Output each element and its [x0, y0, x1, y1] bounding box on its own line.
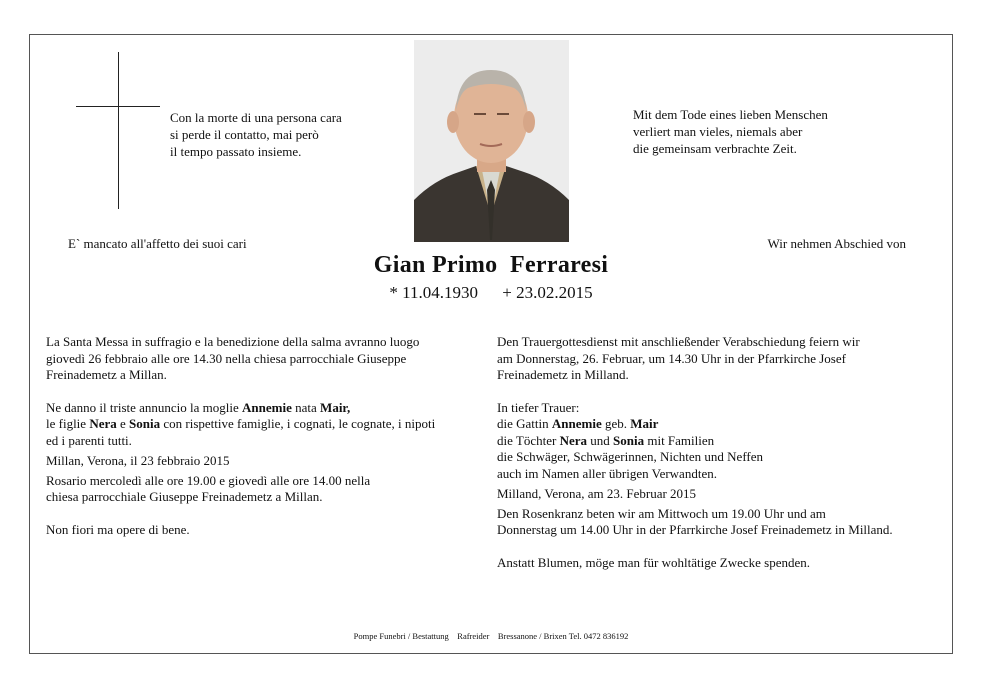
italian-column — [46, 334, 476, 538]
death-date: + 23.02.2015 — [502, 283, 593, 302]
announcement: Ne danno il triste annuncio la moglie Annemie nata Mair, le figlie Nera e Sonia con rispettive famiglie, i cognati, le cognate, i nipoti ed i parenti tutti. — [46, 399, 436, 448]
portrait-photo — [414, 40, 569, 242]
rosary-info: Rosario mercoledì alle ore 19.00 e giovedì alle ore 14.00 nella chiesa parrocchiale Giuseppe Freinademetz a Millan. — [46, 472, 371, 504]
quote-italian: Con la morte di una persona cara si perde il contatto, mai però il tempo passato insieme. — [170, 110, 342, 159]
quote-german: Mit dem Tode eines lieben Menschen verliert man vieles, niemals aber die gemeinsam verbrachte Zeit. — [633, 107, 828, 156]
german-column — [497, 334, 937, 571]
birth-date: * 11.04.1930 — [389, 283, 479, 302]
mourners: In tiefer Trauer: die Gattin Annemie geb. Mair die Töchter Nera und Sonia mit Familien die Schwäger, Schwägerinnen, Nichten und Neffen auch im Namen aller übrigen Verwandten. — [497, 399, 764, 481]
rosary-info: Den Rosenkranz beten wir am Mittwoch um 19.00 Uhr und am Donnerstag um 14.00 Uhr in der Pfarrkirche Josef Freinademetz in Milland. — [497, 505, 893, 537]
place-date: Milland, Verona, am 23. Februar 2015 — [497, 486, 697, 501]
intro-italian: E` mancato all'affetto dei suoi cari — [68, 236, 247, 251]
place-date: Millan, Verona, il 23 febbraio 2015 — [46, 453, 230, 468]
intro-german: Wir nehmen Abschied von — [767, 236, 906, 251]
service-info: Den Trauergottesdienst mit anschließender Verabschiedung feiern wir am Donnerstag, 26. Februar, um 14.30 Uhr in der Pfarrkirche Josef Freinademetz in Milland. — [497, 334, 860, 382]
cross-vertical — [118, 52, 119, 209]
funeral-home-footer: Pompe Funebri / Bestattung Rafreider Bressanone / Brixen Tel. 0472 836192 — [353, 631, 629, 641]
flowers-note: Anstatt Blumen, möge man für wohltätige Zwecke spenden. — [497, 554, 811, 570]
cross-horizontal — [76, 106, 160, 107]
mass-info: La Santa Messa in suffragio e la benedizione della salma avranno luogo giovedì 26 febbraio alle ore 14.30 nella chiesa parrocchiale Giuseppe Freinademetz a Millan. — [46, 334, 420, 382]
life-dates — [0, 283, 982, 303]
deceased-name: Gian Primo Ferraresi — [373, 252, 609, 278]
flowers-note: Non fiori ma opere di bene. — [46, 521, 190, 537]
